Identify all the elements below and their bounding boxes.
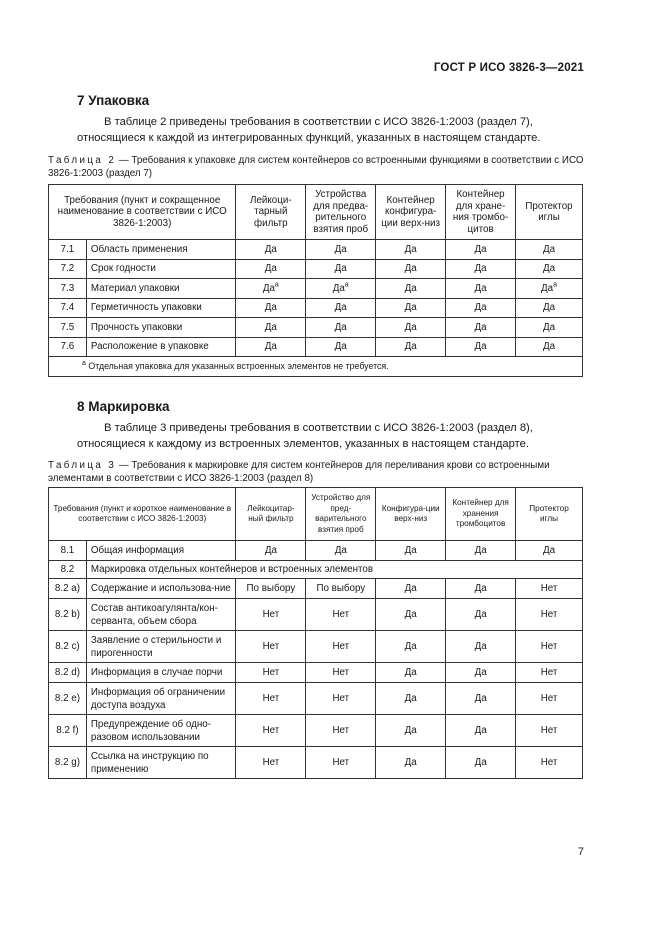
cell-text: Да <box>404 243 417 255</box>
cell-value: Да <box>446 541 516 561</box>
row-number: 8.2 a) <box>49 579 87 599</box>
cell-text: Да <box>334 263 347 275</box>
row-number: 8.2 <box>49 561 87 579</box>
cell-value <box>376 318 446 338</box>
cell-text: Да <box>264 263 277 275</box>
row-number: 8.2 f) <box>49 715 87 747</box>
table-3-caption <box>48 459 585 485</box>
cell-value <box>516 318 583 338</box>
cell-value <box>516 298 583 318</box>
section-7-title: 7 Упаковка <box>77 93 150 108</box>
cell-value: Нет <box>306 747 376 779</box>
cell-value <box>376 259 446 279</box>
table-3-caption-label: Таблица 3 <box>48 460 117 471</box>
table-header-row <box>49 185 583 240</box>
cell-value: Да <box>446 599 516 631</box>
table-2-caption-text: — Требования к упаковке для систем контейнеров со встроенными функциями в соответствии с ИСО 3826-1:2003 (раздел 7) <box>48 155 584 179</box>
footnote-marker: a <box>274 281 279 289</box>
row-number: 7.1 <box>49 240 87 260</box>
row-number: 8.2 c) <box>49 631 87 663</box>
row-requirement: Информация в случае порчи <box>86 663 236 683</box>
cell-value: По выбору <box>306 579 376 599</box>
cell-value <box>446 298 516 318</box>
row-number: 7.2 <box>49 259 87 279</box>
cell-value <box>446 318 516 338</box>
table-2-caption-label: Таблица 2 <box>48 155 117 166</box>
cell-text: Да <box>541 282 554 294</box>
table-row <box>49 279 583 299</box>
cell-text: Да <box>264 321 277 333</box>
cell-value <box>236 337 306 357</box>
cell-value <box>306 259 376 279</box>
table-row <box>49 579 583 599</box>
row-requirement: Материал упаковки <box>86 279 236 299</box>
cell-value: Нет <box>306 683 376 715</box>
cell-value: Да <box>376 715 446 747</box>
cell-value: Нет <box>306 663 376 683</box>
table-row <box>49 337 583 357</box>
cell-value: Да <box>376 631 446 663</box>
table-footnote <box>49 357 583 377</box>
cell-value: Нет <box>236 631 306 663</box>
cell-value <box>376 240 446 260</box>
section-8-title: 8 Маркировка <box>77 399 170 414</box>
row-requirement: Прочность упаковки <box>86 318 236 338</box>
cell-value: Да <box>376 663 446 683</box>
cell-value <box>236 259 306 279</box>
document-header: ГОСТ Р ИСО 3826-3—2021 <box>433 62 584 74</box>
cell-value <box>376 279 446 299</box>
row-requirement: Срок годности <box>86 259 236 279</box>
cell-value: Нет <box>236 683 306 715</box>
table-row <box>49 663 583 683</box>
table-row <box>49 240 583 260</box>
cell-value: Нет <box>516 579 583 599</box>
table-row <box>49 259 583 279</box>
row-requirement: Маркировка отдельных контейнеров и встроенных элементов <box>86 561 582 579</box>
cell-value <box>516 240 583 260</box>
cell-value: Да <box>376 579 446 599</box>
cell-text: Да <box>542 263 556 275</box>
cell-value <box>446 337 516 357</box>
section-8-paragraph: В таблице 3 приведены требования в соответствии с ИСО 3826-1:2003 (раздел 8), относящиеся к каждому из встроенных элементов, указанных в настоящем стандарте. <box>77 422 533 450</box>
column-header-leukocyte-filter: Лейкоцитар-ный фильтр <box>236 488 306 541</box>
cell-value <box>236 318 306 338</box>
footnote-marker: a <box>344 281 349 289</box>
cell-text: Да <box>542 302 556 314</box>
table-row <box>49 541 583 561</box>
cell-value: Да <box>446 663 516 683</box>
row-number: 8.2 b) <box>49 599 87 631</box>
cell-text: Да <box>264 341 277 353</box>
table-header-row <box>49 488 583 541</box>
cell-value <box>376 337 446 357</box>
table-row <box>49 747 583 779</box>
table-row <box>49 715 583 747</box>
row-requirement: Состав антикоагулянта/кон-серванта, объем сбора <box>86 599 236 631</box>
cell-text: Да <box>474 243 487 255</box>
row-number: 8.2 g) <box>49 747 87 779</box>
cell-value: Да <box>376 541 446 561</box>
cell-value <box>516 259 583 279</box>
cell-value: Нет <box>516 599 583 631</box>
row-requirement: Предупреждение об одно-разовом использовании <box>86 715 236 747</box>
row-number: 8.2 e) <box>49 683 87 715</box>
row-requirement: Герметичность упаковки <box>86 298 236 318</box>
cell-value: Нет <box>516 747 583 779</box>
cell-value: Да <box>446 631 516 663</box>
cell-value: Нет <box>516 683 583 715</box>
cell-text: Да <box>474 302 487 314</box>
cell-value <box>236 240 306 260</box>
cell-value: Да <box>516 541 583 561</box>
cell-text: Да <box>334 341 347 353</box>
column-header-top-bottom-container: Контейнер конфигура-ции верх-низ <box>376 185 446 240</box>
cell-value <box>376 298 446 318</box>
cell-value <box>446 259 516 279</box>
row-requirement: Общая информация <box>86 541 236 561</box>
footnote-text: Отдельная упаковка для указанных встроенных элементов не требуется. <box>88 361 389 372</box>
row-number: 8.1 <box>49 541 87 561</box>
table-row <box>49 683 583 715</box>
table-2 <box>48 184 583 377</box>
cell-value <box>236 279 306 299</box>
cell-text: Да <box>332 282 345 294</box>
cell-value: Нет <box>236 599 306 631</box>
cell-value: Да <box>306 541 376 561</box>
cell-text: Да <box>404 302 417 314</box>
page-number: 7 <box>577 846 584 858</box>
cell-value <box>306 318 376 338</box>
cell-text: Да <box>404 282 417 294</box>
table-3 <box>48 487 583 779</box>
row-number: 7.4 <box>49 298 87 318</box>
table-row <box>49 561 583 579</box>
cell-value: Да <box>446 579 516 599</box>
row-requirement: Заявление о стерильности и пирогенности <box>86 631 236 663</box>
cell-text: Да <box>264 243 277 255</box>
table-row <box>49 631 583 663</box>
cell-text: Да <box>404 321 417 333</box>
cell-value: Нет <box>306 715 376 747</box>
row-requirement: Содержание и использова-ние <box>86 579 236 599</box>
column-header-requirements: Требования (пункт и короткое наименование в соответствии с ИСО 3826-1:2003) <box>49 488 236 541</box>
section-7-paragraph: В таблице 2 приведены требования в соответствии с ИСО 3826-1:2003 (раздел 7), относящиеся к каждой из интегрированных функций, указанных в настоящем стандарте. <box>77 116 541 144</box>
cell-text: Да <box>262 282 275 294</box>
column-header-requirements: Требования (пункт и сокращенное наименование в соответствии с ИСО 3826-1:2003) <box>49 185 236 240</box>
cell-value: Да <box>376 747 446 779</box>
cell-text: Да <box>404 263 417 275</box>
cell-text: Да <box>542 243 556 255</box>
table-footnote-row <box>49 357 583 377</box>
table-row <box>49 318 583 338</box>
row-requirement: Информация об ограничении доступа воздуха <box>86 683 236 715</box>
cell-value: Нет <box>236 715 306 747</box>
cell-value: Да <box>446 683 516 715</box>
cell-value: Нет <box>306 631 376 663</box>
cell-value <box>516 279 583 299</box>
footnote-marker: a <box>82 360 86 368</box>
column-header-platelet-container: Контейнер для хране-ния тромбо-цитов <box>446 185 516 240</box>
cell-value <box>446 240 516 260</box>
column-header-sampling-device: Устройства для предва-рительного взятия проб <box>306 185 376 240</box>
cell-value: Да <box>446 715 516 747</box>
row-number: 8.2 d) <box>49 663 87 683</box>
column-header-sampling-device: Устройство для пред-варительного взятия проб <box>306 488 376 541</box>
cell-value <box>306 240 376 260</box>
cell-value: По выбору <box>236 579 306 599</box>
cell-value: Да <box>376 599 446 631</box>
cell-text: Да <box>474 282 487 294</box>
row-requirement: Область применения <box>86 240 236 260</box>
column-header-needle-protector: Протектор иглы <box>516 185 583 240</box>
cell-value: Да <box>236 541 306 561</box>
column-header-top-bottom-config: Конфигура-ции верх-низ <box>376 488 446 541</box>
cell-value: Нет <box>516 631 583 663</box>
table-2-caption <box>48 154 585 180</box>
row-number: 7.6 <box>49 337 87 357</box>
cell-value: Нет <box>306 599 376 631</box>
cell-value <box>236 298 306 318</box>
row-requirement: Ссылка на инструкцию по применению <box>86 747 236 779</box>
table-row <box>49 599 583 631</box>
cell-value <box>446 279 516 299</box>
column-header-needle-protector: Протектор иглы <box>516 488 583 541</box>
cell-value: Да <box>446 747 516 779</box>
row-requirement: Расположение в упаковке <box>86 337 236 357</box>
cell-text: Да <box>334 302 347 314</box>
cell-value: Нет <box>236 747 306 779</box>
cell-value: Нет <box>236 663 306 683</box>
table-3-caption-text: — Требования к маркировке для систем контейнеров для переливания крови со встроенными элементами в соответствии с ИСО 3826-1:2003 (раздел 8) <box>48 460 550 484</box>
cell-value: Да <box>376 683 446 715</box>
column-header-platelet-container: Контейнер для хранения тромбоцитов <box>446 488 516 541</box>
row-number: 7.3 <box>49 279 87 299</box>
cell-value: Нет <box>516 663 583 683</box>
cell-text: Да <box>542 321 556 333</box>
cell-text: Да <box>474 321 487 333</box>
cell-text: Да <box>474 263 487 275</box>
cell-text: Да <box>542 341 556 353</box>
footnote-marker: a <box>553 281 557 289</box>
cell-value: Нет <box>516 715 583 747</box>
table-row <box>49 298 583 318</box>
cell-text: Да <box>474 341 487 353</box>
cell-value <box>306 298 376 318</box>
cell-value <box>306 279 376 299</box>
row-number: 7.5 <box>49 318 87 338</box>
cell-text: Да <box>334 321 347 333</box>
cell-text: Да <box>404 341 417 353</box>
cell-value <box>516 337 583 357</box>
column-header-leukocyte-filter: Лейкоци-тарный фильтр <box>236 185 306 240</box>
cell-text: Да <box>334 243 347 255</box>
cell-value <box>306 337 376 357</box>
cell-text: Да <box>264 302 277 314</box>
